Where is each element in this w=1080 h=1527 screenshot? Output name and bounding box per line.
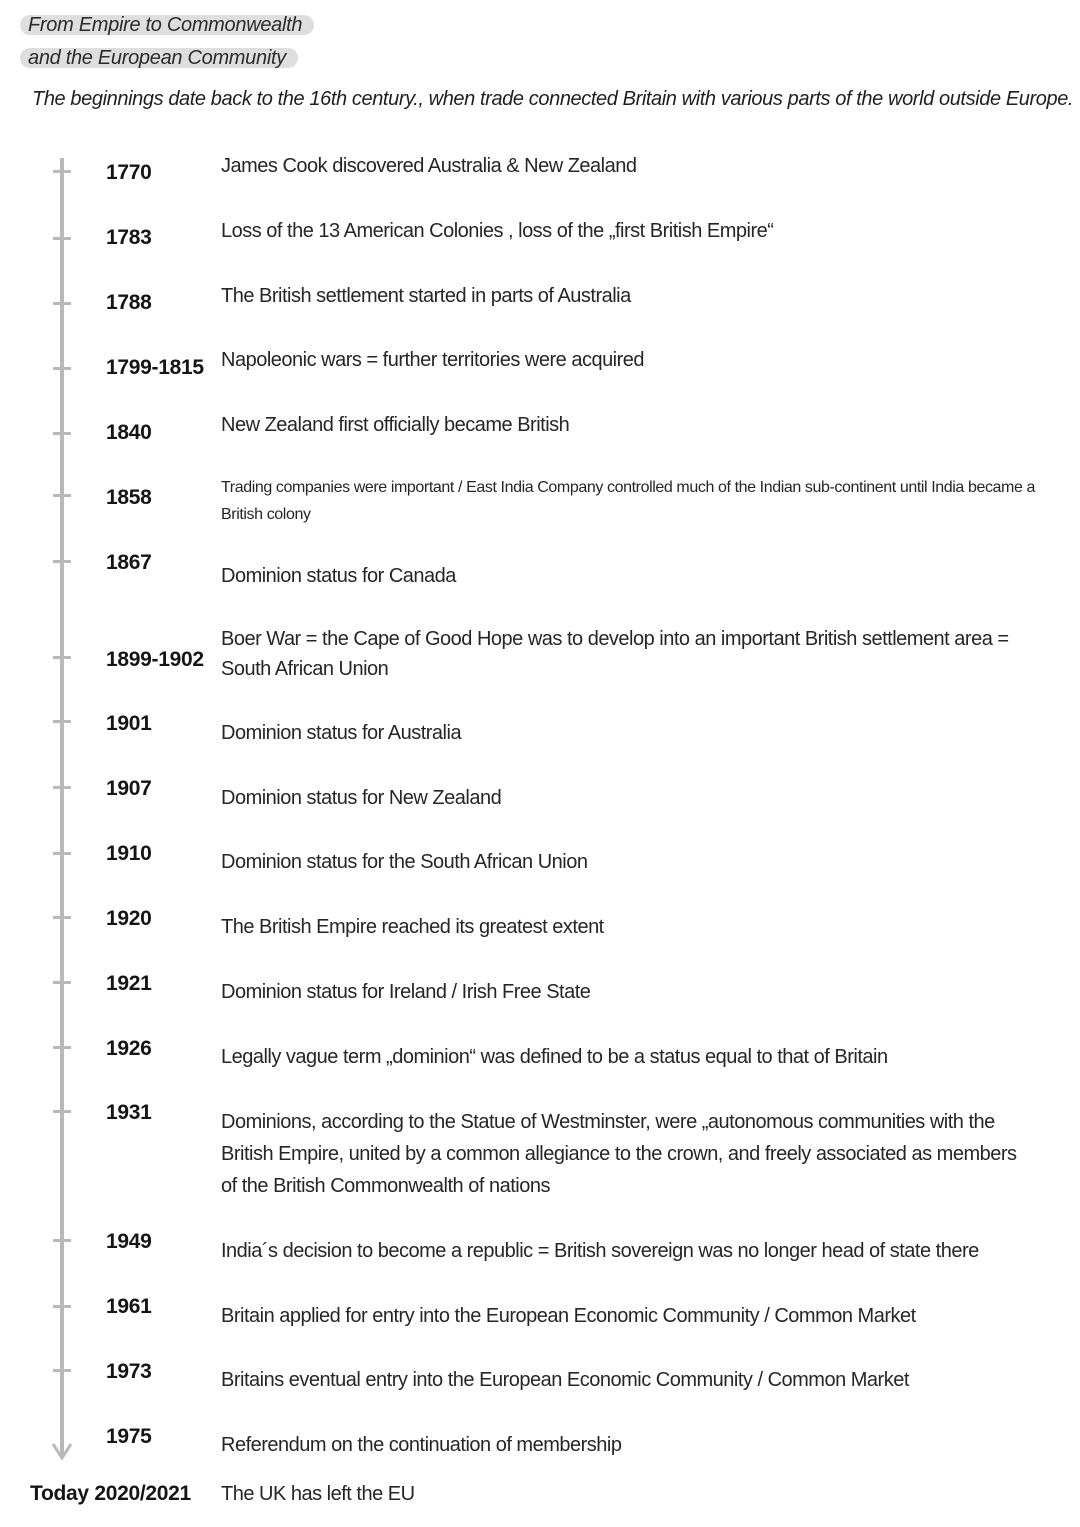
timeline-event: Dominion status for New Zealand	[221, 787, 502, 809]
timeline-event: Dominions, according to the Statue of Westminster, were „autonomous communities with the British Empire, united by a common allegiance to the crown, and freely associated as members of the British Commonwealth of nations	[221, 1111, 1017, 1197]
timeline-year: 1961	[106, 1295, 152, 1318]
timeline-event: James Cook discovered Australia & New Zealand	[221, 155, 637, 177]
timeline-event: Referendum on the continuation of membership	[221, 1434, 622, 1456]
timeline-year: 1799-1815	[106, 356, 204, 379]
timeline-year: 1910	[106, 842, 152, 865]
timeline-event: Boer War = the Cape of Good Hope was to develop into an important British settlement area = South African Union	[221, 628, 1009, 680]
timeline-tick	[53, 1369, 71, 1372]
timeline-arrow-icon	[51, 1438, 73, 1462]
timeline-tick	[53, 1046, 71, 1049]
timeline-tick	[53, 170, 71, 173]
title-line-2: and the European Community	[20, 48, 298, 68]
timeline-axis	[60, 158, 64, 1448]
timeline-event: Legally vague term „dominion“ was defined to be a status equal to that of Britain	[221, 1046, 888, 1068]
timeline-tick	[53, 981, 71, 984]
timeline-year: 1770	[106, 161, 152, 184]
timeline-year: 1907	[106, 777, 152, 800]
timeline-tick	[53, 494, 71, 497]
timeline-event: Dominion status for Ireland / Irish Free State	[221, 981, 591, 1003]
timeline-event: Dominion status for Canada	[221, 565, 456, 587]
timeline-event: The British Empire reached its greatest extent	[221, 916, 604, 938]
timeline-tick	[53, 852, 71, 855]
timeline-tick	[53, 237, 71, 240]
timeline-year: 1973	[106, 1360, 152, 1383]
timeline-tick	[53, 1110, 71, 1113]
timeline-year: 1867	[106, 551, 152, 574]
timeline-year: 1788	[106, 291, 152, 314]
timeline-event: Trading companies were important / East India Company controlled much of the Indian sub-continent until India became a British colony	[221, 479, 1036, 523]
timeline-tick	[53, 786, 71, 789]
timeline-event: Loss of the 13 American Colonies , loss of the „first British Empire“	[221, 220, 774, 242]
timeline-year: 1858	[106, 486, 152, 509]
title-line-1: From Empire to Commonwealth	[20, 15, 314, 35]
timeline-year: 1949	[106, 1230, 152, 1253]
timeline-tick	[53, 367, 71, 370]
timeline-year: 1899-1902	[106, 648, 204, 671]
timeline-event: India´s decision to become a republic = British sovereign was no longer head of state there	[221, 1240, 979, 1262]
timeline-event: Britain applied for entry into the European Economic Community / Common Market	[221, 1305, 916, 1327]
timeline-tick	[53, 656, 71, 659]
timeline-year: 1783	[106, 226, 152, 249]
intro-text: The beginnings date back to the 16th century., when trade connected Britain with various parts of the world outside Europe.	[32, 88, 1074, 110]
today-year: Today 2020/2021	[30, 1482, 191, 1505]
timeline-year: 1926	[106, 1037, 152, 1060]
timeline-year: 1840	[106, 421, 152, 444]
timeline-tick	[53, 560, 71, 563]
timeline-event: The British settlement started in parts of Australia	[221, 285, 631, 307]
timeline-year: 1921	[106, 972, 152, 995]
timeline-tick	[53, 1305, 71, 1308]
timeline-event: Dominion status for Australia	[221, 722, 462, 744]
timeline-event: New Zealand first officially became British	[221, 414, 570, 436]
timeline-tick	[53, 916, 71, 919]
timeline-event: Britains eventual entry into the European Economic Community / Common Market	[221, 1369, 909, 1391]
timeline-tick	[53, 720, 71, 723]
timeline-year: 1901	[106, 712, 152, 735]
timeline-year: 1975	[106, 1425, 152, 1448]
timeline-tick	[53, 432, 71, 435]
timeline-tick	[53, 302, 71, 305]
timeline-tick	[53, 1239, 71, 1242]
timeline-event: Napoleonic wars = further territories were acquired	[221, 349, 645, 371]
today-event: The UK has left the EU	[221, 1483, 415, 1505]
timeline-year: 1931	[106, 1101, 152, 1124]
timeline-year: 1920	[106, 907, 152, 930]
timeline-event: Dominion status for the South African Union	[221, 851, 588, 873]
